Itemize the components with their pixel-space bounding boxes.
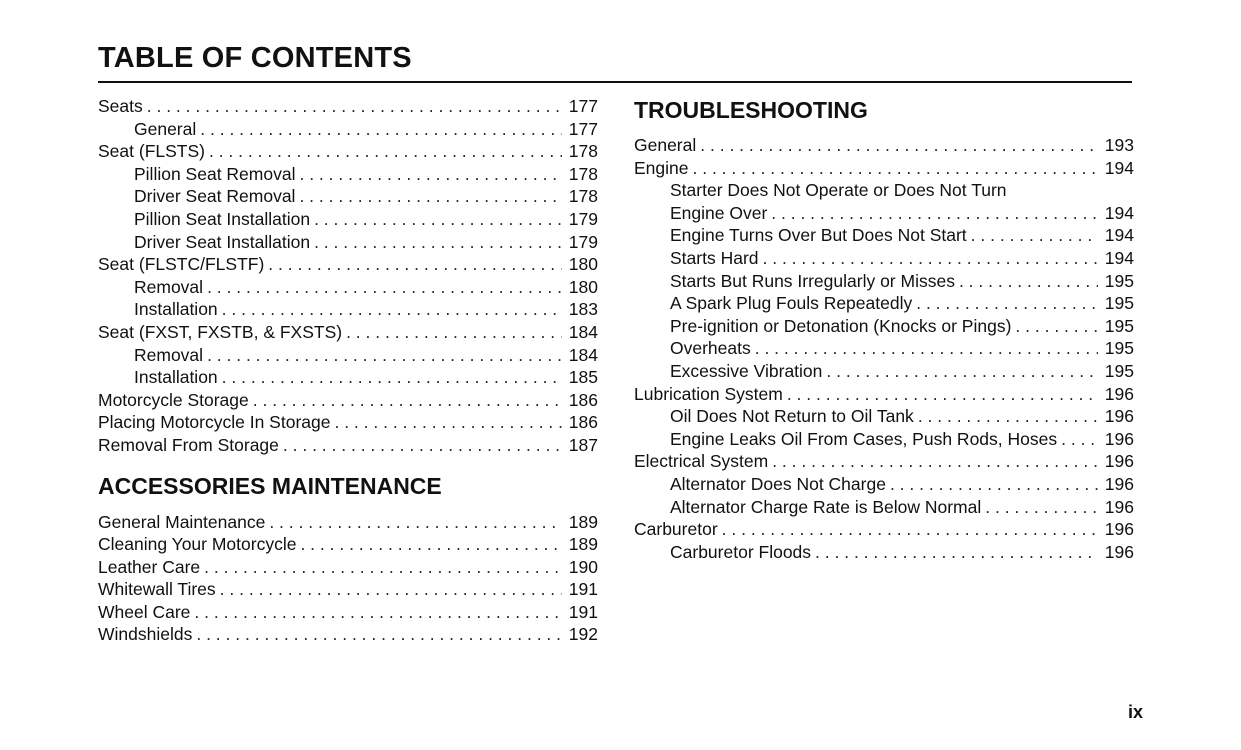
- toc-entry-label: Driver Seat Removal: [134, 186, 296, 207]
- toc-entry[interactable]: [634, 157, 1134, 180]
- toc-dot-leader: [693, 157, 1099, 180]
- toc-entry-label: Leather Care: [98, 556, 201, 577]
- toc-entry[interactable]: [634, 450, 1134, 473]
- toc-dot-leader: [268, 253, 562, 276]
- toc-entry-page: 194: [1104, 225, 1134, 246]
- toc-entry-page: 177: [568, 118, 598, 139]
- toc-entry-page: 191: [568, 579, 598, 600]
- toc-entry-label: Cleaning Your Motorcycle: [98, 534, 297, 555]
- toc-entry[interactable]: [98, 163, 598, 186]
- toc-entry-label: Lubrication System: [634, 383, 783, 404]
- troubleshooting-list: [634, 134, 1134, 563]
- toc-entry[interactable]: [634, 383, 1134, 406]
- toc-entry-page: 192: [568, 624, 598, 645]
- accessories-maintenance-heading: ACCESSORIES MAINTENANCE: [98, 472, 442, 499]
- toc-entry[interactable]: [98, 276, 598, 299]
- toc-entry-page: 177: [568, 96, 598, 116]
- toc-dot-leader: [314, 208, 562, 231]
- toc-dot-leader: [959, 270, 1098, 293]
- toc-entry[interactable]: [98, 434, 598, 457]
- toc-dot-leader: [971, 224, 1098, 247]
- toc-dot-leader: [890, 473, 1098, 496]
- toc-entry[interactable]: [634, 496, 1134, 519]
- toc-entry[interactable]: [634, 315, 1134, 338]
- toc-entry-label: General Maintenance: [98, 511, 266, 532]
- toc-dot-leader: [207, 276, 562, 299]
- toc-dot-leader: [1015, 315, 1098, 338]
- toc-dot-leader: [700, 134, 1098, 157]
- toc-entry[interactable]: [634, 473, 1134, 496]
- toc-entry[interactable]: [634, 224, 1134, 247]
- toc-entry-page: 196: [1104, 428, 1134, 449]
- toc-dot-leader: [220, 578, 562, 601]
- toc-entry-label: Seat (FXST, FXSTB, & FXSTS): [98, 321, 343, 342]
- toc-dot-leader: [200, 118, 562, 141]
- toc-entry[interactable]: [98, 298, 598, 321]
- toc-dot-leader: [283, 434, 562, 457]
- toc-entry[interactable]: [98, 95, 598, 118]
- toc-dot-leader: [772, 450, 1098, 473]
- toc-entry-label: Removal: [134, 276, 204, 297]
- toc-entry-label: Seat (FLSTS): [98, 141, 205, 162]
- toc-entry[interactable]: [98, 623, 598, 646]
- toc-entry-page: 196: [1104, 519, 1134, 540]
- toc-entry-label: Engine: [634, 157, 689, 178]
- toc-dot-leader: [194, 601, 562, 624]
- toc-entry-page: 196: [1104, 451, 1134, 472]
- toc-dot-leader: [346, 321, 562, 344]
- toc-entry-label: Driver Seat Installation: [134, 231, 311, 252]
- toc-dot-leader: [222, 298, 562, 321]
- toc-entry-page: 184: [568, 344, 598, 365]
- toc-entry-label: Windshields: [98, 624, 193, 645]
- toc-dot-leader: [222, 366, 562, 389]
- toc-dot-leader: [1061, 428, 1098, 451]
- toc-entry-page: 184: [568, 321, 598, 342]
- toc-entry[interactable]: [98, 389, 598, 412]
- toc-dot-leader: [815, 541, 1098, 564]
- toc-entry-label: Pillion Seat Installation: [134, 208, 311, 229]
- toc-entry-label: Starts But Runs Irregularly or Misses: [670, 270, 955, 291]
- toc-entry-label: Wheel Care: [98, 601, 191, 622]
- toc-entry-label: Removal: [134, 344, 204, 365]
- toc-entry-page: 196: [1104, 383, 1134, 404]
- toc-dot-leader: [771, 202, 1098, 225]
- toc-dot-leader: [826, 360, 1098, 383]
- accessories-maintenance-list: [98, 511, 598, 647]
- toc-entry-page: 180: [568, 254, 598, 275]
- toc-entry[interactable]: [634, 337, 1134, 360]
- toc-entry-label: Installation: [134, 299, 218, 320]
- toc-entry-label: Electrical System: [634, 451, 769, 472]
- toc-entry-label: Engine Turns Over But Does Not Start: [670, 225, 967, 246]
- toc-entry-label: Motorcycle Storage: [98, 389, 249, 410]
- toc-entry-page: 179: [568, 231, 598, 252]
- toc-dot-leader: [787, 383, 1098, 406]
- toc-dot-leader: [334, 411, 562, 434]
- toc-entry[interactable]: [98, 185, 598, 208]
- toc-entry[interactable]: [634, 179, 1134, 202]
- toc-entry[interactable]: [634, 428, 1134, 451]
- toc-entry-label: Excessive Vibration: [670, 360, 823, 381]
- toc-entry-page: 179: [568, 208, 598, 229]
- toc-entry[interactable]: [634, 405, 1134, 428]
- toc-entry[interactable]: [98, 344, 598, 367]
- toc-entry-label: Whitewall Tires: [98, 579, 216, 600]
- toc-entry-page: 194: [1104, 157, 1134, 178]
- toc-entry[interactable]: [98, 578, 598, 601]
- toc-entry-label: Pre-ignition or Detonation (Knocks or Pings): [670, 315, 1012, 336]
- toc-entry[interactable]: [634, 292, 1134, 315]
- toc-right-column: [634, 95, 1134, 563]
- toc-entry[interactable]: [634, 360, 1134, 383]
- toc-entry-label: Installation: [134, 367, 218, 388]
- toc-entry[interactable]: [98, 140, 598, 163]
- toc-entry-label: General: [134, 118, 197, 139]
- toc-entry-page: 178: [568, 141, 598, 162]
- toc-entry-label: Removal From Storage: [98, 434, 279, 455]
- toc-entry[interactable]: [634, 202, 1134, 225]
- toc-entry-page: 191: [568, 601, 598, 622]
- toc-dot-leader: [314, 231, 562, 254]
- title-divider: [98, 81, 1132, 83]
- toc-entry-label: Starter Does Not Operate or Does Not Turn: [670, 180, 1007, 201]
- toc-dot-leader: [253, 389, 562, 412]
- toc-entry-page: 187: [568, 434, 598, 455]
- toc-entry-label: Engine Over: [670, 202, 768, 223]
- toc-entry-page: 183: [568, 299, 598, 320]
- toc-entry-page: 196: [1104, 473, 1134, 494]
- toc-dot-leader: [755, 337, 1098, 360]
- toc-entry-label: Pillion Seat Removal: [134, 163, 296, 184]
- toc-entry-page: 189: [568, 534, 598, 555]
- toc-entry-page: 194: [1104, 247, 1134, 268]
- toc-entry[interactable]: [98, 533, 598, 556]
- toc-dot-leader: [204, 556, 562, 579]
- toc-entry-page: 195: [1104, 338, 1134, 359]
- toc-entry[interactable]: [634, 541, 1134, 564]
- toc-entry-page: 186: [568, 389, 598, 410]
- toc-entry[interactable]: [98, 601, 598, 624]
- toc-entry-label: Placing Motorcycle In Storage: [98, 412, 331, 433]
- toc-entry-page: 185: [568, 367, 598, 388]
- toc-entry-page: 195: [1104, 293, 1134, 314]
- toc-entry-label: Carburetor Floods: [670, 541, 812, 562]
- toc-dot-leader: [209, 140, 562, 163]
- toc-dot-leader: [196, 623, 562, 646]
- toc-entry-page: 178: [568, 163, 598, 184]
- toc-dot-leader: [918, 405, 1098, 428]
- toc-dot-leader: [763, 247, 1099, 270]
- toc-left-column: [98, 95, 598, 646]
- toc-entry-label: Carburetor: [634, 519, 718, 540]
- toc-entry-page: 195: [1104, 315, 1134, 336]
- seats-storage-list: [98, 95, 598, 457]
- toc-entry-page: 193: [1104, 135, 1134, 155]
- toc-entry-label: Seat (FLSTC/FLSTF): [98, 254, 265, 275]
- toc-dot-leader: [985, 496, 1098, 519]
- toc-dot-leader: [299, 185, 562, 208]
- troubleshooting-heading: TROUBLESHOOTING: [634, 97, 868, 123]
- toc-entry[interactable]: [98, 366, 598, 389]
- toc-entry[interactable]: [98, 411, 598, 434]
- toc-entry[interactable]: [98, 511, 598, 534]
- toc-entry[interactable]: [98, 208, 598, 231]
- toc-dot-leader: [207, 344, 562, 367]
- toc-entry[interactable]: [634, 247, 1134, 270]
- toc-entry-label: Alternator Does Not Charge: [670, 473, 886, 494]
- toc-dot-leader: [299, 163, 562, 186]
- toc-dot-leader: [300, 533, 562, 556]
- toc-entry-label: Overheats: [670, 338, 751, 359]
- toc-entry-label: Alternator Charge Rate is Below Normal: [670, 496, 982, 517]
- toc-entry[interactable]: [98, 556, 598, 579]
- toc-entry-page: 195: [1104, 360, 1134, 381]
- toc-entry-label: A Spark Plug Fouls Repeatedly: [670, 293, 913, 314]
- toc-entry-page: 178: [568, 186, 598, 207]
- toc-entry-page: 190: [568, 556, 598, 577]
- page-number: ix: [1128, 702, 1144, 722]
- toc-entry[interactable]: [98, 253, 598, 276]
- toc-entry-page: 180: [568, 276, 598, 297]
- toc-entry-page: 196: [1104, 541, 1134, 562]
- page-title: TABLE OF CONTENTS: [98, 42, 412, 74]
- toc-entry-page: 196: [1104, 406, 1134, 427]
- toc-entry[interactable]: [634, 270, 1134, 293]
- toc-entry[interactable]: [634, 518, 1134, 541]
- toc-dot-leader: [269, 511, 562, 534]
- toc-entry-page: 196: [1104, 496, 1134, 517]
- toc-entry-page: 195: [1104, 270, 1134, 291]
- toc-dot-leader: [916, 292, 1098, 315]
- toc-entry-label: Engine Leaks Oil From Cases, Push Rods, Hoses: [670, 428, 1058, 449]
- toc-entry-page: 194: [1104, 202, 1134, 223]
- toc-entry-page: 186: [568, 412, 598, 433]
- toc-entry[interactable]: [98, 231, 598, 254]
- toc-entry[interactable]: [98, 118, 598, 141]
- toc-entry-label: Oil Does Not Return to Oil Tank: [670, 406, 914, 427]
- toc-entry-label: General: [634, 135, 697, 155]
- toc-entry[interactable]: [98, 321, 598, 344]
- toc-entry-page: 189: [568, 511, 598, 532]
- toc-entry[interactable]: [634, 134, 1134, 157]
- toc-dot-leader: [147, 95, 562, 118]
- toc-entry-label: Seats: [98, 96, 143, 116]
- toc-dot-leader: [722, 518, 1098, 541]
- toc-entry-label: Starts Hard: [670, 247, 759, 268]
